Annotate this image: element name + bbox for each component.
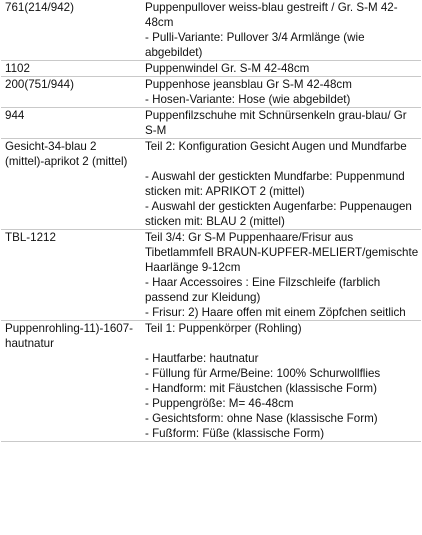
description-line: - Pulli-Variante: Pullover 3/4 Armlänge (wie abgebildet) [145, 31, 365, 59]
description-line: Teil 3/4: Gr S-M Puppenhaare/Frisur aus Tibetlammfell BRAUN-KUPFER-MELIERT/gemischte Haarlänge 9-12cm [145, 231, 419, 274]
table-row [1, 0, 421, 61]
description-line: - Gesichtsform: ohne Nase (klassische Form) [145, 412, 378, 425]
description-line: Puppenfilzschuhe mit Schnürsenkeln grau-blau/ Gr S-M [145, 109, 407, 137]
description-spacer [145, 336, 419, 351]
table-row [1, 61, 421, 77]
item-code-cell [1, 108, 139, 139]
item-code-cell [1, 230, 139, 321]
description-line: Puppenwindel Gr. S-M 42-48cm [145, 62, 310, 75]
item-description-cell [139, 108, 421, 139]
order-items-table [1, 0, 421, 442]
description-line: Teil 1: Puppenkörper (Rohling) [145, 322, 302, 335]
description-line: - Füllung für Arme/Beine: 100% Schurwollflies [145, 367, 381, 380]
item-description-cell [139, 230, 421, 321]
item-code-cell [1, 139, 139, 230]
item-code-cell [1, 0, 139, 61]
table-row [1, 321, 421, 442]
item-code-cell [1, 61, 139, 77]
description-line: Teil 2: Konfiguration Gesicht Augen und Mundfarbe [145, 140, 407, 153]
item-code: 761(214/942) [5, 1, 74, 14]
description-line: - Hautfarbe: hautnatur [145, 352, 259, 365]
table-row [1, 77, 421, 108]
item-description-cell [139, 0, 421, 61]
item-description-cell [139, 77, 421, 108]
item-code-cell [1, 321, 139, 442]
item-code: 1102 [5, 62, 30, 75]
description-line: - Hosen-Variante: Hose (wie abgebildet) [145, 93, 351, 106]
description-line: - Auswahl der gestickten Augenfarbe: Puppenaugen sticken mit: BLAU 2 (mittel) [145, 200, 412, 228]
description-spacer [145, 154, 419, 169]
item-code-cell [1, 77, 139, 108]
table-row [1, 230, 421, 321]
description-line: Puppenpullover weiss-blau gestreift / Gr. S-M 42-48cm [145, 1, 398, 29]
description-line: - Handform: mit Fäustchen (klassische Form) [145, 382, 377, 395]
description-line: - Auswahl der gestickten Mundfarbe: Puppenmund sticken mit: APRIKOT 2 (mittel) [145, 170, 405, 198]
description-line: Puppenhose jeansblau Gr S-M 42-48cm [145, 78, 352, 91]
table-row [1, 108, 421, 139]
description-line: - Frisur: 2) Haare offen mit einem Zöpfchen seitlich [145, 306, 406, 319]
item-code: 944 [5, 109, 25, 122]
description-line: - Puppengröße: M= 46-48cm [145, 397, 294, 410]
order-items-body [1, 0, 421, 442]
item-description-cell [139, 61, 421, 77]
description-line: - Fußform: Füße (klassische Form) [145, 427, 325, 440]
item-description-cell [139, 139, 421, 230]
description-line: - Haar Accessoires : Eine Filzschleife (farblich passend zur Kleidung) [145, 276, 381, 304]
item-code: Puppenrohling-11)-1607-hautnatur [5, 322, 134, 350]
item-description-cell [139, 321, 421, 442]
item-code: Gesicht-34-blau 2 (mittel)-aprikot 2 (mittel) [5, 140, 128, 168]
item-code: TBL-1212 [5, 231, 56, 244]
item-code: 200(751/944) [5, 78, 74, 91]
table-row [1, 139, 421, 230]
